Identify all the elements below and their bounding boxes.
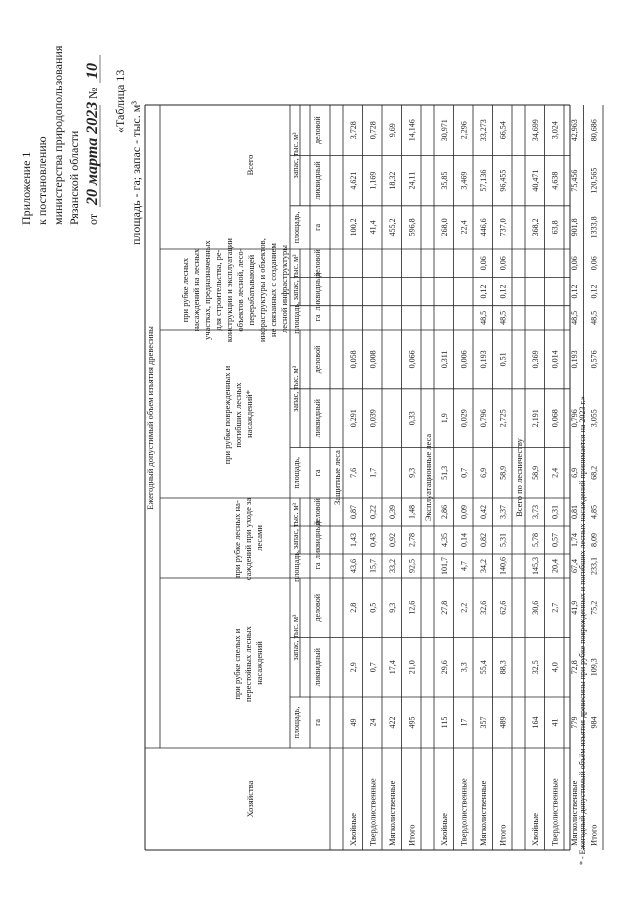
table-cell: 0,014 (550, 350, 560, 369)
table-cell: 422 (388, 716, 397, 729)
table-cell: 27,8 (440, 600, 449, 615)
table-cell: 0,066 (407, 350, 417, 369)
table-cell: 109,3 (589, 658, 599, 677)
table-cell: 4,0 (550, 662, 560, 673)
table-cell: 1,9 (440, 413, 449, 424)
table-cell: 145,3 (531, 557, 540, 575)
table-cell: 596,8 (407, 218, 417, 237)
table-cell: 8,09 (589, 533, 599, 547)
table-cell: 0,796 (570, 409, 579, 428)
data-table (145, 105, 603, 850)
table-cell: 0,87 (349, 505, 358, 519)
sub-header-area: площадь, (292, 456, 301, 489)
table-cell: 3,73 (531, 505, 540, 519)
table-cell: 0,311 (440, 350, 449, 369)
group-header-4: при рубке лесных насаждений на лесных участках, предназначенных для строительства, ре- конструкции и эксплуатации объектов лесной, лесо- перерабатывающей инфраструктуры и объектов, не связанных с созданием лесной инфраструктуры (180, 238, 289, 343)
table-cell: 140,6 (498, 557, 508, 575)
table-cell: 9,3 (388, 602, 397, 613)
table-cell: 2,78 (407, 533, 417, 547)
sub-header-area-unit: га (313, 223, 322, 231)
table-cell: 41 (550, 718, 560, 727)
table-cell: 57,136 (479, 169, 488, 192)
table-cell: 1333,8 (589, 216, 599, 239)
sub-header-business: деловой (313, 593, 322, 622)
table-cell: 779 (570, 716, 579, 729)
date-value: 20 марта 2023 (84, 101, 101, 205)
table-cell: 4,85 (589, 505, 599, 519)
table-cell: 6,9 (479, 467, 488, 478)
sub-header-liquid: ликвидный (313, 520, 322, 560)
table-cell: 4,35 (440, 533, 449, 547)
group-header-2: при рубке лесных на- саждений при уходе за лесами (232, 497, 264, 581)
sub-header-stock: запас, тыс. м³ (291, 365, 300, 412)
sub-header-stock: запас, тыс. м³ (291, 614, 300, 661)
table-cell: 0,796 (479, 409, 488, 428)
table-cell: 58,9 (498, 465, 508, 480)
table-cell: 3,024 (550, 121, 560, 140)
sub-header-area: площадь, (292, 550, 301, 582)
header-line-3: министерства природопользования (51, 45, 65, 225)
table-cell: 0,576 (589, 350, 599, 369)
table-cell: 5,78 (531, 533, 540, 547)
sub-header-liquid: ликвидный (313, 272, 322, 311)
header-line-4: Рязанской области (67, 130, 81, 225)
table-cell: 32,6 (479, 600, 488, 615)
table-cell: 0,33 (407, 411, 417, 426)
table-cell: 75,2 (589, 600, 599, 615)
table-cell: 0,5 (368, 602, 378, 613)
sub-header-liquid: ликвидный (313, 161, 322, 200)
group-header-5: Всего (245, 154, 255, 176)
table-cell: 33,2 (388, 559, 397, 573)
table-cell: 0,06 (589, 256, 599, 271)
table-cell: 66,54 (498, 121, 508, 140)
table-cell: 3,469 (459, 171, 469, 190)
table-cell: 0,12 (479, 284, 488, 299)
table-cell: 0,06 (498, 256, 508, 271)
table-cell: 0,22 (368, 505, 378, 519)
date-prefix: от (86, 213, 100, 225)
table-cell: 455,2 (388, 218, 397, 237)
sub-header-liquid: ликвидный (313, 648, 322, 687)
table-cell: 0,058 (349, 350, 358, 369)
section-title: Эксплуатационные леса (423, 433, 433, 522)
table-cell: 34,699 (531, 119, 540, 142)
table-cell: 901,8 (570, 218, 579, 237)
table-cell: 17,4 (388, 660, 397, 675)
table-cell: 49 (349, 718, 358, 727)
sub-header-area-unit: га (313, 314, 322, 322)
table-cell: 68,2 (589, 465, 599, 480)
table-cell: 0,31 (550, 505, 560, 519)
group-header-3: при рубке поврежденных и погибших лесных насаждений* (222, 365, 254, 465)
table-cell: 101,7 (440, 557, 449, 575)
table-cell: 2,2 (459, 602, 469, 613)
table-cell: 0,728 (368, 121, 378, 140)
sub-header-business: деловой (313, 345, 322, 374)
footnote: * - Ежегодный допустимый объём изъятия древесины при рубке поврежденных и погибших лесных насаждений принимается на 2023 г.» (578, 396, 587, 865)
row-name: Итого (497, 824, 508, 846)
table-cell: 75,456 (570, 169, 579, 192)
table-cell: 100,2 (349, 218, 358, 237)
table-cell: 0,81 (570, 505, 579, 519)
header-block (19, 45, 143, 245)
table-cell: 9,69 (388, 123, 397, 138)
table-cell: 0,57 (550, 533, 560, 547)
table-cell: 0,12 (498, 284, 508, 299)
number-prefix: № (86, 87, 100, 99)
table-cell: 3,37 (498, 505, 508, 519)
table-cell: 0,06 (570, 256, 579, 271)
table-cell: 29,6 (440, 660, 449, 675)
table-cell: 7,6 (349, 467, 358, 478)
table-cell: 21,0 (407, 660, 417, 675)
table-cell: 233,1 (589, 557, 599, 575)
table-cell: 41,4 (368, 220, 378, 235)
table-cell: 20,4 (550, 559, 560, 573)
sub-header-stock: запас, тыс. м³ (291, 254, 300, 301)
table-cell: 1,43 (349, 533, 358, 547)
table-cell: 24 (368, 718, 378, 727)
row-name: Твердолиственные (367, 778, 378, 846)
table-cell: 0,291 (349, 409, 358, 428)
table-cell: 268,0 (440, 218, 449, 237)
table-cell: 4,7 (459, 561, 469, 571)
row-name: Итого (406, 824, 417, 846)
table-cell: 0,92 (388, 533, 397, 547)
sub-header-area-unit: га (313, 469, 322, 477)
table-cell: 1,48 (407, 505, 417, 519)
table-cell: 2,725 (498, 409, 508, 428)
table-cell: 63,8 (550, 220, 560, 235)
table-cell: 92,5 (407, 559, 417, 573)
table-cell: 30,971 (440, 119, 449, 142)
table-cell: 34,2 (479, 559, 488, 573)
table-cell: 0,42 (479, 505, 488, 519)
table-cell: 120,565 (589, 167, 599, 194)
table-cell: 48,5 (570, 310, 579, 325)
row-name: Твердолиственные (458, 778, 469, 846)
table-cell: 495 (407, 716, 417, 729)
table-cell: 1,74 (570, 533, 579, 547)
section-title: Защитные леса (332, 450, 342, 505)
sub-header-business: деловой (313, 249, 322, 277)
table-cell: 1,169 (368, 171, 378, 190)
table-cell: 5,31 (498, 533, 508, 547)
table-cell: 0,193 (479, 350, 488, 369)
table-cell: 0,12 (589, 284, 599, 299)
group-header-1: при рубке спелых и перестойных лесных насаждений (232, 626, 264, 702)
table-cell: 0,39 (388, 505, 397, 519)
table-cell: 2,86 (440, 505, 449, 519)
table-cell: 984 (589, 716, 599, 729)
header-line-1: Приложение 1 (19, 151, 33, 225)
sub-header-area-unit: га (313, 562, 322, 570)
table-cell: 0,12 (570, 284, 579, 299)
table-cell: 2,8 (349, 602, 358, 613)
table-cell: 3,728 (349, 121, 358, 140)
table-cell: 115 (440, 716, 449, 729)
table-cell: 35,85 (440, 171, 449, 190)
sub-header-liquid: ликвидный (313, 399, 322, 438)
table-cell: 2,7 (550, 602, 560, 613)
sub-header-business: деловой (313, 116, 322, 145)
table-cell: 2,9 (349, 662, 358, 673)
table-cell: 0,193 (570, 350, 579, 369)
table-cell: 368,2 (531, 218, 540, 237)
table-cell: 164 (531, 716, 540, 729)
table-cell: 18,32 (388, 171, 397, 190)
table-cell: 48,5 (589, 310, 599, 325)
table-cell: 17 (459, 718, 469, 727)
row-name: Хвойные (439, 813, 449, 846)
table-cell: 24,11 (407, 171, 417, 190)
table-cell: 0,029 (459, 409, 469, 428)
table-cell: 72,8 (570, 660, 579, 675)
table-cell: 40,471 (531, 169, 540, 192)
row-name: Твердолиственные (549, 778, 560, 846)
sub-header-area-unit: га (313, 719, 322, 726)
table-cell: 0,43 (368, 533, 378, 547)
table-cell: 3,055 (589, 409, 599, 428)
table-cell: 357 (479, 716, 488, 729)
table-cell: 42,963 (570, 119, 579, 142)
table-cell: 48,5 (479, 310, 488, 325)
table-cell: 2,296 (459, 121, 469, 140)
table-cell: 0,14 (459, 533, 469, 547)
table-cell: 15,7 (368, 559, 378, 573)
table-cell: 737,0 (498, 218, 508, 237)
table-cell: 88,3 (498, 660, 508, 675)
table-cell: 48,5 (498, 310, 508, 325)
table-cell: 96,455 (498, 169, 508, 192)
table-cell: 1,7 (368, 467, 378, 478)
table-cell: 3,3 (459, 662, 469, 673)
table-cell: 0,7 (368, 662, 378, 673)
table-cell: 0,06 (479, 256, 488, 271)
sub-header-stock: запас, тыс. м³ (291, 132, 300, 179)
row-name: Мягколиственные (569, 780, 579, 846)
row-name: Итого (588, 824, 599, 846)
table-cell: 22,4 (459, 220, 469, 235)
col-main-header: Ежегодный допустимый объем изъятия древесины (145, 326, 155, 510)
table-cell: 12,6 (407, 600, 417, 615)
table-cell: 80,686 (589, 119, 599, 142)
sub-header-area: площадь, (292, 301, 301, 334)
table-cell: 32,5 (531, 660, 540, 675)
table-cell: 62,6 (498, 600, 508, 615)
table-cell: 4,638 (550, 171, 560, 190)
header-line-2: к постановлению (35, 136, 49, 225)
table-cell: 55,4 (479, 660, 488, 675)
sub-header-stock: запас, тыс. м³ (291, 503, 300, 549)
sub-header-business: деловой (313, 498, 322, 526)
table-cell: 0,82 (479, 533, 488, 547)
col-farms-header: Хозяйства (245, 780, 255, 818)
row-name: Хвойные (348, 813, 358, 846)
table-cell: 33,273 (479, 119, 488, 142)
table-cell: 67,4 (570, 559, 579, 573)
sub-header-area: площадь, (292, 211, 301, 244)
table-cell: 0,008 (368, 350, 378, 369)
table-cell: 4,621 (349, 171, 358, 190)
table-cell: 446,6 (479, 218, 488, 237)
table-cell: 30,6 (531, 600, 540, 615)
table-cell: 0,039 (368, 409, 378, 428)
table-cell: 6,9 (570, 467, 579, 478)
table-cell: 43,6 (349, 559, 358, 573)
row-name: Мягколиственные (478, 780, 488, 846)
sub-header-area: площадь, (292, 706, 301, 739)
table-cell: 2,4 (550, 467, 560, 478)
table-cell: 489 (498, 716, 508, 729)
table-cell: 2,191 (531, 409, 540, 428)
number-value: 10 (84, 63, 101, 79)
table-cell: 0,7 (459, 467, 469, 478)
section-title: Всего по лесничеству (514, 438, 524, 517)
table-cell: 51,3 (440, 465, 449, 480)
table-cell: 14,146 (407, 119, 417, 142)
table-label: «Таблица 13 (113, 69, 127, 133)
table-cell: 0,006 (459, 350, 469, 369)
units-label: площадь - га; запас - тыс. м³ (129, 101, 143, 245)
row-name: Мягколиственные (387, 780, 397, 846)
row-name: Хвойные (530, 813, 540, 846)
table-cell: 0,51 (498, 352, 508, 367)
table-cell: 0,068 (550, 409, 560, 428)
table-cell: 41,9 (570, 600, 579, 615)
table-cell: 0,369 (531, 350, 540, 369)
table-cell: 58,9 (531, 465, 540, 480)
table-cell: 9,3 (407, 467, 417, 478)
table-cell: 0,09 (459, 505, 469, 519)
